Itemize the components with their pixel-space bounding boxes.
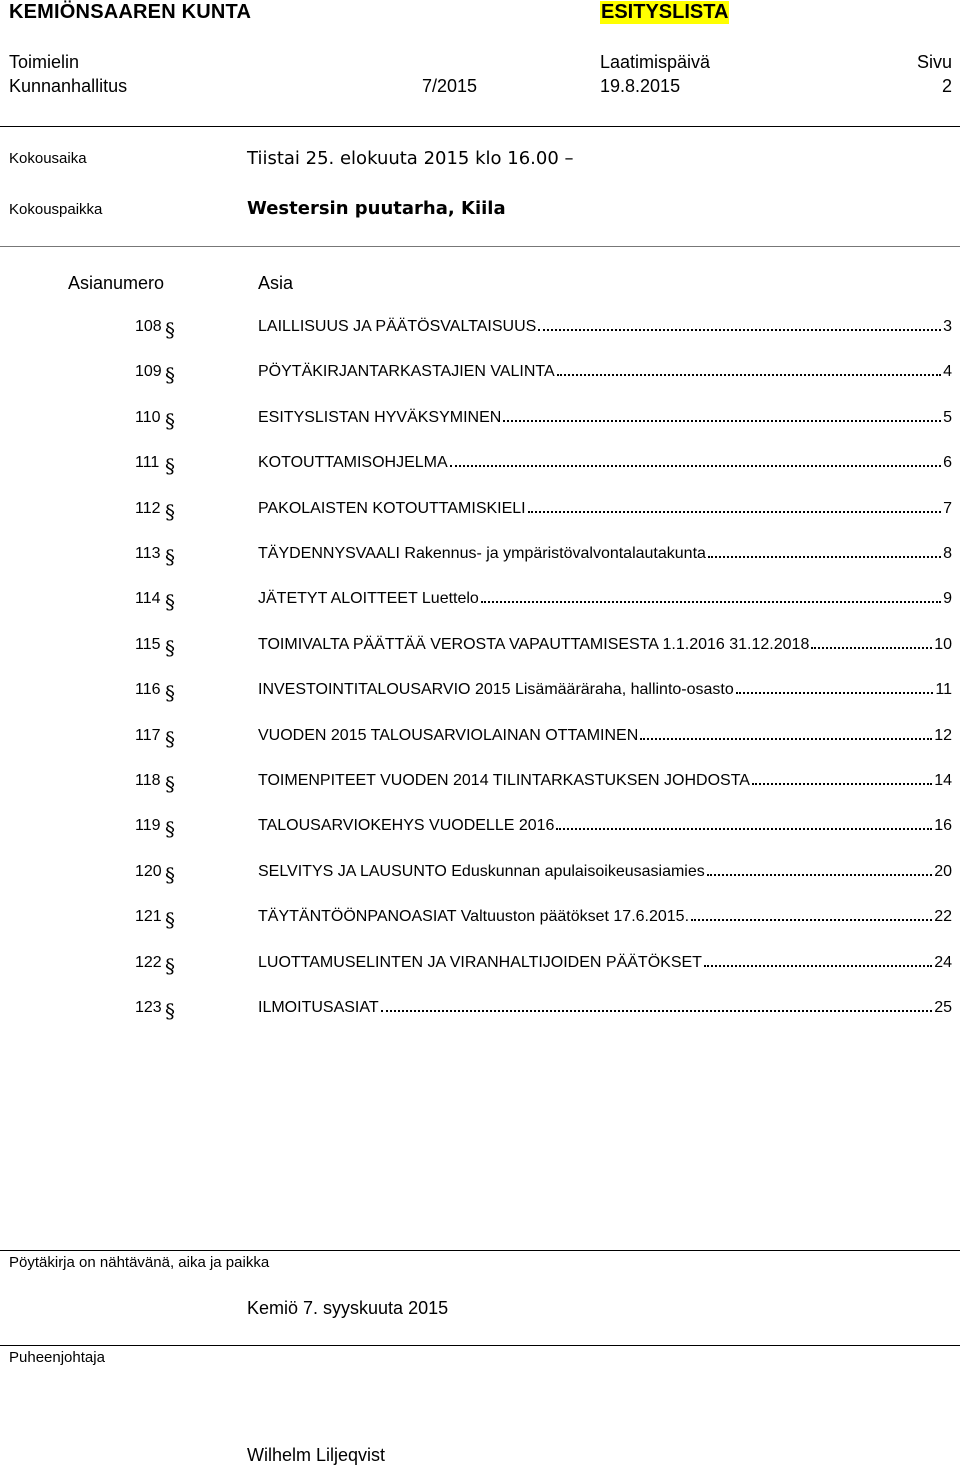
- footer-divider-top: [0, 1250, 960, 1251]
- dot-leader: [707, 874, 932, 876]
- agenda-item-page: 5: [943, 409, 952, 426]
- agenda-item-title: TALOUSARVIOKEHYS VUODELLE 2016: [258, 817, 555, 834]
- svg-text:§: §: [165, 500, 175, 524]
- agenda-item-entry: [258, 545, 952, 563]
- svg-text:§: §: [165, 999, 175, 1023]
- svg-text:§: §: [165, 817, 175, 841]
- svg-text:§: §: [165, 636, 175, 660]
- svg-text:§: §: [165, 363, 175, 387]
- dot-leader: [556, 828, 932, 830]
- agenda-item-number: 120: [135, 863, 162, 880]
- agenda-item-number: 118: [135, 772, 161, 789]
- agenda-item-number: 109: [135, 363, 162, 380]
- agenda-item-number: 115: [135, 636, 161, 653]
- agenda-item-number: 122: [135, 954, 162, 971]
- svg-text:§: §: [165, 409, 175, 433]
- agenda-item-title: PAKOLAISTEN KOTOUTTAMISKIELI: [258, 500, 526, 517]
- agenda-item: [0, 908, 960, 938]
- svg-text:§: §: [165, 908, 175, 932]
- agenda-item: [0, 409, 960, 439]
- agenda-item-title: LAILLISUUS JA PÄÄTÖSVALTAISUUS: [258, 318, 537, 335]
- agenda-item-entry: [258, 409, 952, 427]
- svg-text:§: §: [165, 727, 175, 751]
- agenda-item: [0, 454, 960, 484]
- dot-leader: [450, 465, 941, 467]
- agenda-item-page: 14: [934, 772, 952, 789]
- agenda-item-entry: [258, 772, 952, 790]
- agenda-item-page: 16: [934, 817, 952, 834]
- column-subject-heading: Asia: [258, 273, 294, 293]
- meeting-divider: [0, 246, 960, 247]
- agenda-item: [0, 727, 960, 757]
- agenda-item-title: KOTOUTTAMISOHJELMA: [258, 454, 448, 471]
- agenda-item-number: 112: [135, 500, 161, 517]
- agenda-item-page: 20: [934, 863, 952, 880]
- svg-text:§: §: [165, 863, 175, 887]
- agenda-item: [0, 500, 960, 530]
- svg-text:§: §: [165, 681, 175, 705]
- agenda-item-page: 8: [943, 545, 952, 562]
- agenda-item: [0, 817, 960, 847]
- meeting-time-label: Kokousaika: [9, 150, 87, 167]
- agenda-item-title: TOIMENPITEET VUODEN 2014 TILINTARKASTUKSEN JOHDOSTA: [258, 772, 750, 789]
- dot-leader: [811, 647, 932, 649]
- section-sign-icon: [164, 363, 178, 387]
- dot-leader: [503, 420, 941, 422]
- svg-text:§: §: [165, 954, 175, 978]
- agenda-item-entry: [258, 954, 952, 972]
- agenda-item-number: 123: [135, 999, 162, 1016]
- agenda-item-entry: [258, 863, 952, 881]
- agenda-item: [0, 999, 960, 1029]
- agenda-item-title: TÄYTÄNTÖÖNPANOASIAT Valtuuston päätökset 17.6.2015.: [258, 908, 690, 925]
- svg-text:§: §: [165, 545, 175, 569]
- section-sign-icon: [164, 409, 178, 433]
- agenda-item-page: 3: [943, 318, 952, 335]
- agenda-item-title: JÄTETYT ALOITTEET Luettelo: [258, 590, 479, 607]
- agenda-item-page: 12: [934, 727, 952, 744]
- organization-name: KEMIÖNSAAREN KUNTA: [9, 1, 252, 23]
- section-sign-icon: [164, 590, 178, 614]
- availability-label: Pöytäkirja on nähtävänä, aika ja paikka: [9, 1254, 270, 1271]
- dot-leader: [736, 692, 934, 694]
- section-sign-icon: [164, 999, 178, 1023]
- meeting-place-value: Westersin puutarha, Kiila: [247, 198, 506, 219]
- chair-label: Puheenjohtaja: [9, 1349, 105, 1366]
- section-sign-icon: [164, 954, 178, 978]
- agenda-item-number: 110: [135, 409, 161, 426]
- agenda-item-title: VUODEN 2015 TALOUSARVIOLAINAN OTTAMINEN: [258, 727, 639, 744]
- agenda-item-title: INVESTOINTITALOUSARVIO 2015 Lisämääräraha, hallinto-osasto: [258, 681, 734, 698]
- agenda-item-number: 121: [135, 908, 162, 925]
- agenda-item: [0, 772, 960, 802]
- section-sign-icon: [164, 863, 178, 887]
- dot-leader: [557, 374, 941, 376]
- svg-text:§: §: [165, 454, 175, 478]
- dot-leader: [752, 783, 932, 785]
- agenda-item-number: 113: [135, 545, 161, 562]
- agenda-item: [0, 863, 960, 893]
- agenda-item-number: 114: [135, 590, 161, 607]
- document-type: ESITYSLISTA: [601, 1, 729, 23]
- section-sign-icon: [164, 454, 178, 478]
- agenda-item-entry: [258, 454, 952, 472]
- agenda-item-page: 11: [935, 681, 952, 698]
- agenda-item-entry: [258, 908, 952, 926]
- agenda-item-page: 25: [934, 999, 952, 1016]
- section-sign-icon: [164, 772, 178, 796]
- agenda-item: [0, 954, 960, 984]
- agenda-item-page: 7: [943, 500, 952, 517]
- agenda-item-page: 6: [943, 454, 952, 471]
- agenda-item-title: ESITYSLISTAN HYVÄKSYMINEN: [258, 409, 502, 426]
- agenda-item: [0, 681, 960, 711]
- agenda-item-entry: [258, 999, 952, 1017]
- page-value: 2: [941, 76, 952, 96]
- agenda-item-entry: [258, 318, 952, 336]
- section-sign-icon: [164, 318, 178, 342]
- agenda-item: [0, 545, 960, 575]
- section-sign-icon: [164, 545, 178, 569]
- agenda-item-entry: [258, 681, 952, 699]
- date-label: Laatimispäivä: [600, 52, 711, 72]
- date-value: 19.8.2015: [600, 76, 681, 96]
- agenda-item-page: 22: [934, 908, 952, 925]
- agenda-item-entry: [258, 817, 952, 835]
- section-sign-icon: [164, 908, 178, 932]
- agenda-item-entry: [258, 590, 952, 608]
- footer-divider-bottom: [0, 1345, 960, 1346]
- dot-leader: [691, 919, 932, 921]
- section-sign-icon: [164, 727, 178, 751]
- availability-value: Kemiö 7. syyskuuta 2015: [247, 1298, 449, 1318]
- section-sign-icon: [164, 681, 178, 705]
- meeting-place-label: Kokouspaikka: [9, 201, 103, 218]
- dot-leader: [640, 738, 932, 740]
- agenda-item-page: 24: [934, 954, 952, 971]
- chair-value: Wilhelm Liljeqvist: [247, 1445, 386, 1465]
- agenda-item-page: 9: [943, 590, 952, 607]
- agenda-item-number: 117: [135, 727, 161, 744]
- dot-leader: [481, 601, 941, 603]
- section-sign-icon: [164, 636, 178, 660]
- column-number-heading: Asianumero: [68, 273, 165, 293]
- agenda-item-entry: [258, 363, 952, 381]
- agenda-item-entry: [258, 727, 952, 745]
- agenda-item: [0, 363, 960, 393]
- agenda-item-title: LUOTTAMUSELINTEN JA VIRANHALTIJOIDEN PÄÄTÖKSET: [258, 954, 702, 971]
- svg-text:§: §: [165, 318, 175, 342]
- body-value: Kunnanhallitus: [9, 76, 128, 96]
- dot-leader: [528, 511, 941, 513]
- agenda-item-number: 116: [135, 681, 161, 698]
- meeting-number: 7/2015: [422, 76, 478, 96]
- agenda-item-title: TOIMIVALTA PÄÄTTÄÄ VEROSTA VAPAUTTAMISESTA 1.1.2016 31.12.2018: [258, 636, 810, 653]
- agenda-item-number: 111: [135, 454, 160, 471]
- svg-text:§: §: [165, 590, 175, 614]
- section-sign-icon: [164, 817, 178, 841]
- agenda-item-number: 108: [135, 318, 162, 335]
- agenda-item-page: 4: [943, 363, 952, 380]
- page-label: Sivu: [916, 52, 952, 72]
- agenda-item-title: SELVITYS JA LAUSUNTO Eduskunnan apulaisoikeusasiamies: [258, 863, 705, 880]
- dot-leader: [538, 329, 941, 331]
- header-divider: [0, 126, 960, 127]
- body-label: Toimielin: [9, 52, 80, 72]
- agenda-item-page: 10: [934, 636, 952, 653]
- dot-leader: [708, 556, 941, 558]
- agenda-item: [0, 590, 960, 620]
- agenda-item: [0, 318, 960, 348]
- agenda-item-title: PÖYTÄKIRJANTARKASTAJIEN VALINTA: [258, 363, 555, 380]
- dot-leader: [381, 1010, 933, 1012]
- agenda-item-number: 119: [135, 817, 161, 834]
- agenda-item-entry: [258, 636, 952, 654]
- agenda-item-title: TÄYDENNYSVAALI Rakennus- ja ympäristövalvontalautakunta: [258, 545, 706, 562]
- agenda-item-entry: [258, 500, 952, 518]
- agenda-item: [0, 636, 960, 666]
- section-sign-icon: [164, 500, 178, 524]
- svg-text:§: §: [165, 772, 175, 796]
- agenda-item-title: ILMOITUSASIAT: [258, 999, 379, 1016]
- meeting-time-value: Tiistai 25. elokuuta 2015 klo 16.00 –: [247, 148, 574, 169]
- dot-leader: [704, 965, 932, 967]
